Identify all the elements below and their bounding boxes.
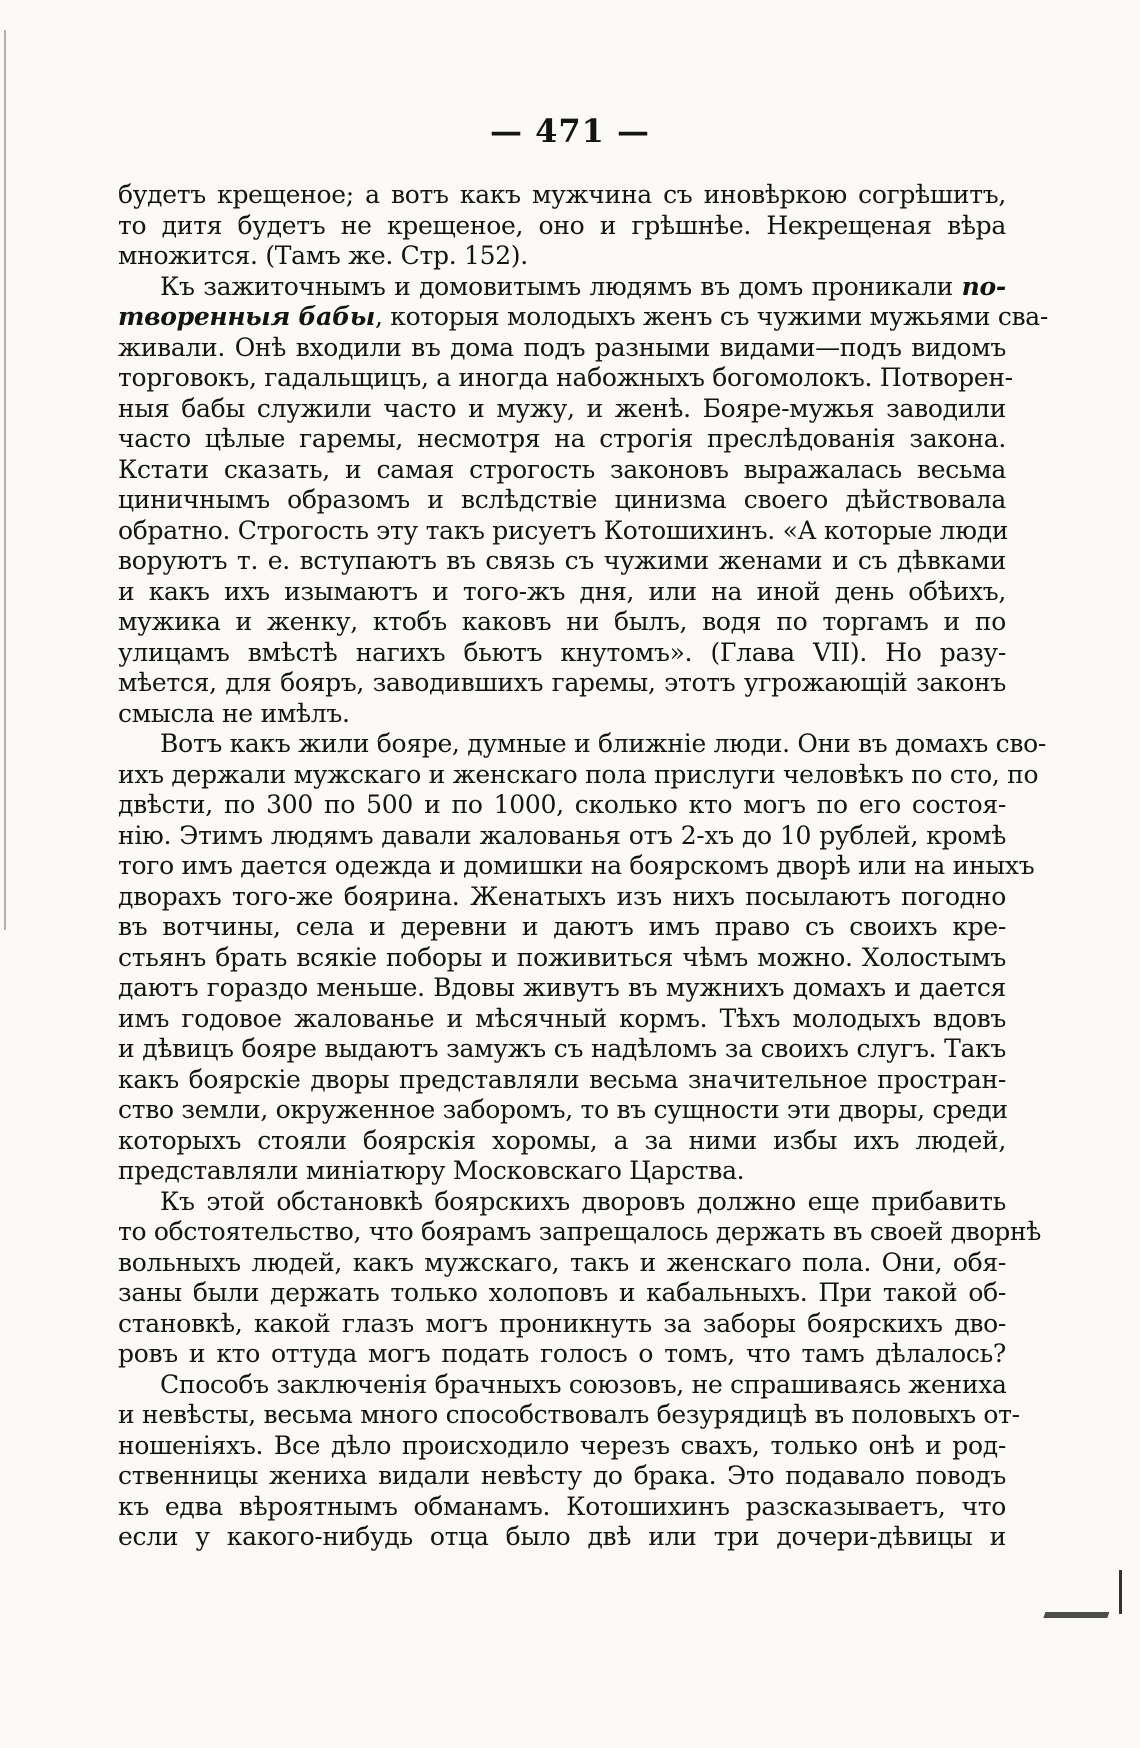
text-line: живали. Онѣ входили въ дома подъ разными видами—подъ видомъ [118, 332, 1006, 362]
text-line: Кстати сказать, и самая строгость законовъ выражалась весьма [118, 454, 1006, 484]
text-line: имъ годовое жалованье и мѣсячный кормъ. Тѣхъ молодыхъ вдовъ [118, 1003, 1006, 1033]
text-line: представляли миніатюру Московскаго Царства. [118, 1156, 745, 1185]
text-line: творенныя бабы, которыя молодыхъ женъ съ чужими мужьями сва- [118, 302, 1049, 331]
text-line: и невѣсты, весьма много способствовалъ безурядицѣ въ половыхъ от- [118, 1400, 1020, 1429]
text-line: Къ зажиточнымъ и домовитымъ людямъ въ домъ проникали по- [160, 271, 1006, 301]
text-line: стьянъ брать всякіе поборы и поживиться чѣмъ можно. Холостымъ [118, 942, 1006, 972]
text-line: даютъ гораздо меньше. Вдовы живутъ въ мужнихъ домахъ и дается [118, 973, 1006, 1002]
text-line: вольныхъ людей, какъ мужскаго, такъ и женскаго пола. Они, обя- [118, 1247, 1006, 1277]
text-line: торговокъ, гадальщицъ, а иногда набожныхъ богомолокъ. Потворен- [118, 363, 1013, 392]
text-line: улицамъ вмѣстѣ нагихъ бьютъ кнутомъ». (Глава VII). Но разу- [118, 637, 1006, 667]
text-line: того имъ дается одежда и домишки на боярскомъ дворѣ или на иныхъ [118, 851, 1035, 880]
text-line: какъ боярскіе дворы представляли весьма значительное простран- [118, 1064, 1006, 1094]
page-number: — 471 — [489, 112, 651, 150]
paragraph-1 [118, 180, 1006, 272]
text-line: и дѣвицъ бояре выдаютъ замужъ съ надѣломъ за своихъ слугъ. Такъ [118, 1034, 1006, 1063]
text-line: ихъ держали мужскаго и женскаго пола прислуги человѣкъ по сто, по [118, 759, 1039, 789]
page-edge-marks [4, 30, 20, 930]
text-line: ныя бабы служили часто и мужу, и женѣ. Бояре-мужья заводили [118, 393, 1006, 423]
text-line: которыхъ стояли боярскія хоромы, а за ними избы ихъ людей, [118, 1125, 1006, 1155]
text-line: въ вотчины, села и деревни и даютъ имъ право съ своихъ кре- [118, 912, 1006, 941]
text-line: смысла не имѣлъ. [118, 698, 350, 728]
italic-term: творенныя бабы [118, 302, 375, 331]
text-line: будетъ крещеное; а вотъ какъ мужчина съ иновѣркою согрѣшитъ, [118, 180, 1006, 209]
ink-mark [1119, 1570, 1122, 1614]
text-line: Способъ заключенія брачныхъ союзовъ, не спрашиваясь жениха [160, 1369, 1007, 1399]
text-line: къ едва вѣроятнымъ обманамъ. Котошихинъ разсказываетъ, что [118, 1491, 1006, 1521]
text-line: двѣсти, по 300 по 500 и по 1000, сколько кто могъ по его состоя- [118, 790, 1006, 819]
text-body [118, 180, 1049, 1553]
text-line: заны были держать только холоповъ и кабальныхъ. При такой об- [118, 1278, 1006, 1307]
paragraph-4 [118, 1186, 1042, 1370]
text-line: если у какого-нибудь отца было двѣ или три дочери-дѣвицы и [118, 1522, 1006, 1551]
text-line: часто цѣлые гаремы, несмотря на строгія преслѣдованія закона. [118, 424, 1006, 453]
text-line: мѣется, для бояръ, заводившихъ гаремы, этотъ угрожающій законъ [118, 668, 1006, 697]
paragraph-5 [118, 1369, 1020, 1553]
text-line: нію. Этимъ людямъ давали жалованья отъ 2-хъ до 10 рублей, кромѣ [118, 820, 1006, 850]
text-line: то обстоятельство, что боярамъ запрещалось держать въ своей дворнѣ [118, 1217, 1042, 1246]
text-line: ство земли, окруженное заборомъ, то въ сущности эти дворы, среди [118, 1095, 1008, 1124]
text-line: ровъ и кто оттуда могъ подать голосъ о томъ, что тамъ дѣлалось? [118, 1339, 1006, 1368]
text-line: и какъ ихъ изымаютъ и того-жъ дня, или на иной день обѣихъ, [118, 576, 1006, 606]
text-line: Вотъ какъ жили бояре, думные и ближніе люди. Они въ домахъ сво- [160, 729, 1046, 758]
paragraph-3 [118, 729, 1046, 1187]
text-line: ственницы жениха видали невѣсту до брака. Это подавало поводъ [118, 1461, 1006, 1490]
text-line: множится. (Тамъ же. Стр. 152). [118, 241, 528, 270]
text-line: ношеніяхъ. Все дѣло происходило черезъ свахъ, только онѣ и род- [118, 1430, 1006, 1460]
text-line: обратно. Строгость эту такъ рисуетъ Котошихинъ. «А которые люди [118, 515, 1009, 545]
text-line: циничнымъ образомъ и вслѣдствіе цинизма своего дѣйствовала [118, 485, 1006, 514]
text-line: Къ этой обстановкѣ боярскихъ дворовъ должно еще прибавить [160, 1186, 1006, 1216]
text-line: то дитя будетъ не крещеное, оно и грѣшнѣе. Некрещеная вѣра [118, 210, 1006, 240]
ink-blot [1043, 1592, 1116, 1618]
paragraph-2 [118, 271, 1049, 730]
text-line: воруютъ т. е. вступаютъ въ связь съ чужими женами и съ дѣвками [118, 546, 1006, 575]
text-line: становкѣ, какой глазъ могъ проникнуть за заборы боярскихъ дво- [118, 1308, 1006, 1338]
text-line: мужика и женку, ктобъ каковъ ни былъ, водя по торгамъ и по [118, 607, 1006, 636]
italic-term: по- [961, 271, 1006, 301]
text-line: дворахъ того-же боярина. Женатыхъ изъ нихъ посылаютъ погодно [118, 881, 1006, 911]
